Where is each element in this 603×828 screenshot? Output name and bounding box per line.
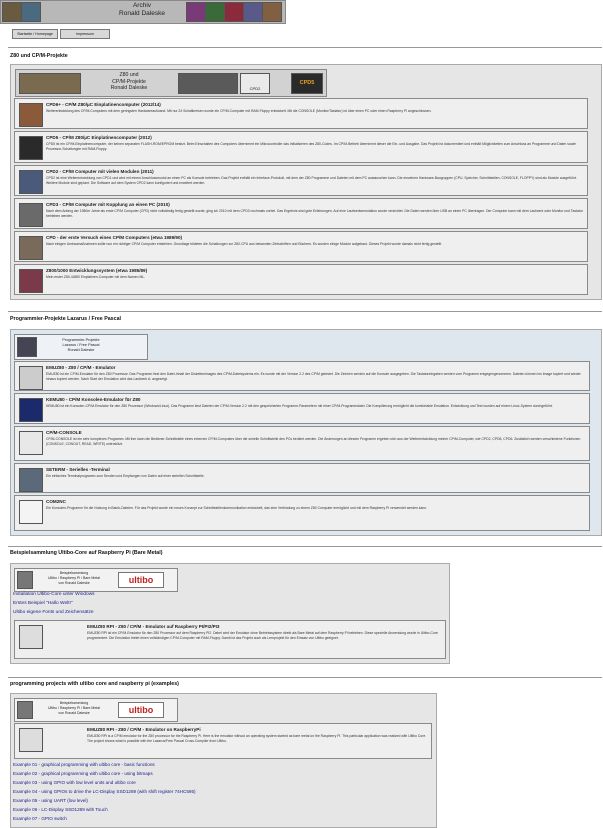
z80-banner-text [84,72,174,92]
banner-line: Beispielsammlung [59,701,89,705]
project-entry[interactable] [14,495,590,531]
project-title[interactable]: EMUZ80 - Z80 / CP/M - Emulator [46,365,116,370]
banner-line: Beispielsammlung [59,571,89,575]
header-tile-1 [2,2,22,22]
section-heading-examples: programming projects with ultibo core and raspberry pi (examples) [10,681,179,687]
divider [8,677,602,678]
nav-home-button[interactable]: Startseite / Homepage [12,29,58,39]
project-title[interactable]: CPD2 - CP/M Computer mit vielen Modulen (2011) [46,169,154,174]
example-link[interactable]: Example 02 - graphical programming with ultibo core - using bitmaps [13,771,153,776]
raspberry-pi-icon [17,701,33,719]
banner-line: von Ronald Daleske [58,581,90,585]
project-entry[interactable] [14,98,588,129]
project-title[interactable]: EMUZ80 RPI - Z80 / CP/M - Emulator auf Raspberry PI/PI2/PI3 [87,624,220,629]
banner-line: Ultibo / Raspberry Pi / Bare Metal [48,576,100,580]
project-entry[interactable] [14,463,590,493]
project-description: CPD2 ist eine Weiterentwicklung von CPD1 und wird mit einem Anschlussmodul an einen PC als Konsole betrieben. Das Projekt enthält ein Interface-Protokoll, mit dem der Z80 Programme und Dateien mit dem PC austauschen kann. Die einzelnen Hardware-Baugruppen (CPU, Speicher, Schnittstellen, CONSOLE, FLOPPY) sind als Module ausgeführt. Weitere Module sind geplant. Die Software auf dem System CPD2 kann konfiguriert und erweitert werden. [46,176,577,185]
z80-banner [15,69,327,97]
project-thumbnail-icon [19,136,43,160]
project-description: CP/M-CONSOLE ist ein sehr komplexes Programm. Mit ihm kann die Bediener-Schnittstelle eines externen CP/M-Computers über die serielle Schnittstelle des PCs bedient werden. Die Änderungen an diesem Programm ergeben sich aus der Weiterentwicklung meiner CP/M-Computer, wie CPD2, CPD5, CPD6. Zusätzlich werden verschiedene Funktionen (CONSOLE, CONOUT, READ, WRITE) unterstützt. [46,437,581,446]
ultibo-banner [14,568,178,592]
project-description: EMUZ80 RPI is a CP/M emulator for the Z80 processor for the Raspberry Pi. Here is the emulator without an operating system started as bare metal on the Raspberry Pi. This particular application was realized with Ultibo Core. The project shows what is possible with the Lazarus/Free Pascal Cross-Compiler from Ultibo. [87,734,427,743]
raspberry-pi-icon [17,571,33,589]
banner-cpd2-badge: CPD2 [240,73,270,94]
header-tile-2 [21,2,41,22]
project-description: Nach dem Anfang der 1980er Jahre als erste CP/M Computer (CPD) nicht vollständig fertig gestellt wurde, ging ich 2010 mit dem CPD3 nochmals vorbei. Das Ergebnis sind gute Erfahrungen. Auf eine Laufwerksemulation wurde verzichtet. Die Daten werden über USB an einen PC übertragen. Der Computer kann mit dem Laufwerk oder Monitor und Tastatur betrieben werden. [46,209,583,218]
section-heading-lazarus: Programmier-Projekte Lazarus / Free Pascal [10,316,121,322]
project-title[interactable]: COM2NC [46,499,66,504]
project-title[interactable]: Z800/1000 Entwicklungssystem (etwa 1985/89) [46,268,148,273]
header-tile-5 [224,2,244,22]
project-entry[interactable] [14,165,588,196]
banner-line: Ultibo / Raspberry Pi / Bare Metal [48,706,100,710]
project-entry[interactable] [14,393,590,424]
banner-photo-icon [178,73,238,94]
header-tile-7 [262,2,282,22]
banner-photo-icon [19,73,81,94]
project-title[interactable]: CPD - der erste Versuch eines CP/M Computers (etwa 1989/90) [46,235,183,240]
project-entry[interactable] [14,723,432,759]
lazarus-banner-text [41,338,121,353]
kemu80-logo-icon [19,398,43,422]
project-entry[interactable] [14,231,588,262]
site-title-line2: Ronald Daleske [119,10,165,17]
project-thumbnail-icon [19,269,43,293]
project-description: Weiterentwicklung des CP/M-Computers mit dem geringsten Hardwareaufwand. Mit nur 24 Schaltkreisen wurde ein CP/M-Computer mit RAM-Floppy entwickelt. Mit die CONSOLE (Monitor/Tastatur) ist über einen PC oder einen Raspberry Pi angeschlossen. [46,109,432,113]
project-thumbnail-icon [19,170,43,194]
project-entry[interactable] [14,131,588,163]
project-thumbnail-icon [19,203,43,227]
ultibo-link[interactable]: Ultibo eigene Fonts und Zeichensätze [13,610,94,615]
header-tile-3 [186,2,206,22]
example-link[interactable]: Example 05 - using UART (low level) [13,798,88,803]
project-description: Ein Konsolen-Programm für die Nutzung in Batch-Dateien. Für das Projekt wurde ein neues Konzept zur Schnittstellenkommunikation entwickelt, das eine Verbindung zu einem Z80 Computer ermöglicht und mit dem Raspberry Pi verwendet werden kann. [46,506,428,510]
project-title[interactable]: SETERM - Serielles -Terminal [46,467,110,472]
divider [8,47,602,48]
project-title[interactable]: CPD3 - CP/M Computer mit Kopplung an einen PC (2010) [46,202,170,207]
header-tile-4 [205,2,225,22]
examples-banner [14,698,178,722]
banner-cpd5-badge: CPD5 [291,73,323,94]
banner-line: Programmier-Projekte [62,338,100,342]
header-banner [0,0,286,24]
project-thumbnail-icon [19,468,43,492]
project-thumbnail-icon [19,500,43,524]
project-description: CPD5 ist ein CP/M-Einplatinencomputer, der keinen separaten FLASH-ROM/EPROM besitzt. Beim Einschalten des Computers übernimmt ein Mikrocontroller das Initialisieren des Z80-Codes. Im CP/M-Betrieb übernimmt dieser die Ein- und Ausgabe. Das Projekt ist dokumentiert und enthält Möglichkeiten zum Anschluss an Programme und Daten sowie Prozessor-Schaltungen mit RAM-Floppy. [46,142,576,151]
examples-banner-text [35,701,113,716]
project-thumbnail-icon [19,625,43,649]
divider [8,311,602,312]
project-title[interactable]: KEMU80 - CP/M Konsolen-Emulator für Z80 [46,397,141,402]
banner-line: Ronald Daleske [67,348,95,352]
banner-line: von Ronald Daleske [58,711,90,715]
project-entry[interactable] [14,426,590,461]
project-description: KEMU80 ist ein Konsolen-CP/M-Emulator für den Z80 Prozessor (Windows/Linux). Das Programm liest Dateien der CP/M-Version 2.2 mit den gespeicherten Programm-Parametern mit einer CP/M-Programmdatei. Die Kompilierung ermöglicht die komfortable Emulation. Entwicklung und Test wurden auf einem Linux-System durchgeführt. [46,404,553,408]
ultibo-logo: ultibo [118,702,164,718]
project-description: EMUZ80 RPI ist ein CP/M-Emulator für den Z80 Prozessor auf dem Raspberry PI2. Dabei wird der Emulator ohne Betriebssystem direkt als Bare Metal auf dem Raspberry Pi betrieben. Diese spezielle Anwendung wurde in Ultibo-Core programmiert. Die Emulation bietet einen vollständigen CP/M-Computer mit RAM-Floppy. Damit ist das Projekt auch als Lernprojekt für den Einsatz von Ultibo geeignet. [87,631,438,640]
project-entry[interactable] [14,361,590,391]
project-entry[interactable] [14,198,588,229]
project-title[interactable]: CP/M-CONSOLE [46,430,82,435]
project-description: Nach einigen Umbaumaßnahmen sollte nun ein richtiger CP/M Computer entstehen. Grundlage bildeten die Schaltungen zur Z80-CPU aus bekannten Zeitschriften und Büchern. Es wurden einige Module aufgebaut. Dieses Projekt wurde damals nicht fertig gestellt. [46,242,442,246]
ultibo-banner-text [35,571,113,586]
banner-line: Z80 und [119,72,139,78]
project-thumbnail-icon [19,366,43,390]
example-link[interactable]: Example 07 - GPIO switch [13,816,67,821]
banner-line: Lazarus / Free Pascal [62,343,100,347]
project-thumbnail-icon [19,431,43,455]
lazarus-logo-icon [17,337,37,357]
lazarus-banner [14,334,148,360]
example-link[interactable]: Example 04 - using GPIOs to drive the LC-Display SSD1289 (with shift register 74HC595) [13,789,196,794]
project-title[interactable]: CPD6+ - CP/M Z80/µC Einplatinencomputer (2012/14) [46,102,161,107]
banner-line: Ronald Daleske [110,85,148,91]
nav-impressum-button[interactable]: Impressum [60,29,110,39]
section-heading-ultibo: Beispielsammlung Ultibo-Core auf Raspberry Pi (Bare Metal) [10,550,163,556]
project-title[interactable]: EMUZ80 RPI - Z80 / CP/M - Emulator on RaspberryPi [87,727,201,732]
site-title-line1: Archiv [132,2,152,9]
project-entry[interactable] [14,264,588,295]
example-link[interactable]: Example 01 - graphical programming with ultibo core - basic functions [13,762,155,767]
example-link[interactable]: Example 06 - LC-Display SSD1289 with Touch [13,807,108,812]
project-thumbnail-icon [19,103,43,127]
project-description: EMUZ80 ist ein CP/M-Emulator für den Z80 Prozessor. Das Programm liest den Datei-Inhalt der Diskettenimages des CP/M-Dateisystems ein. Es wurde mit der Version 2.2 des CP/M getestet. Die Zeichen werden auf die Konsole ausgegeben. Die Tastatureingaben werden vom Programm entgegengenommen. Dateien können ins Image kopiert und wieder hinaus kopiert werden. Nach Start der Emulation wird das Laufwerk A: angezeigt. [46,372,581,381]
divider [8,546,602,547]
ultibo-link[interactable]: Erstes Beispiel "Hallo Welt!" [13,601,73,606]
ultibo-link[interactable]: Installation Ultibo-Core unter Windows [13,592,95,597]
example-link[interactable]: Example 03 - using GPIO with low level units and ultibo core [13,780,136,785]
project-thumbnail-icon [19,728,43,752]
banner-line: CP/M-Projekte [112,78,146,85]
project-description: Mein erster Z80-/U880 Einplatinen-Computer mit dem Namen ML. [46,275,146,279]
header-tile-6 [243,2,263,22]
project-title[interactable]: CPD5 - CP/M Z80/µC Einplatinencomputer (2012) [46,135,152,140]
ultibo-logo: ultibo [118,572,164,588]
project-description: Ein einfaches Terminalprogramm zum Senden und Empfangen von Daten auf einer seriellen Schnittstelle. [46,474,205,478]
project-thumbnail-icon [19,236,43,260]
project-entry[interactable] [14,620,446,659]
section-heading-z80: Z80 und CP/M-Projekte [10,53,68,59]
